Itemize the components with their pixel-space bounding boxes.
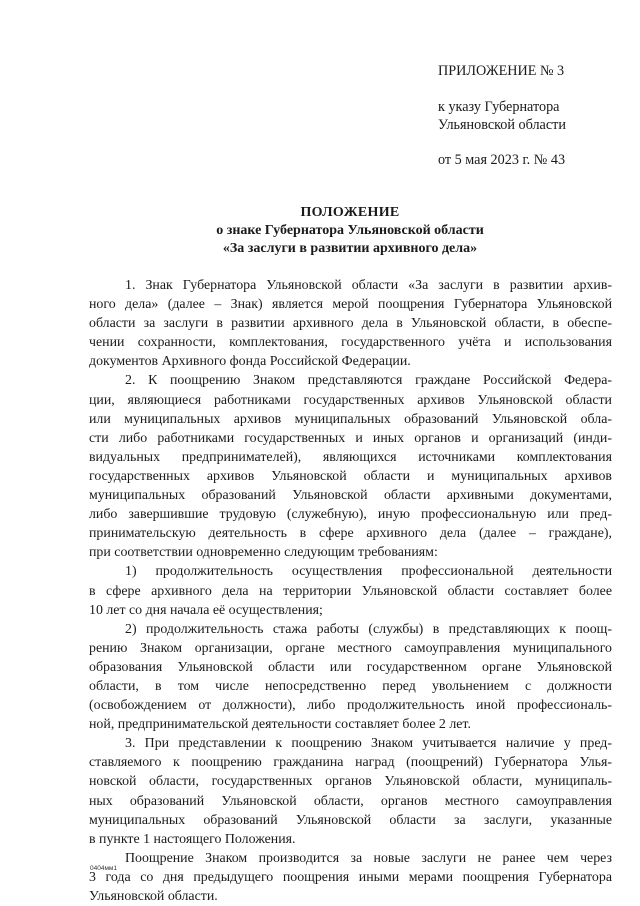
appendix-block — [438, 62, 566, 169]
paragraph-line: муниципальных образований Ульяновской области архивными документами, — [89, 488, 612, 504]
paragraph-line: при соответствии одновременно следующим требованиям: — [89, 545, 438, 561]
paragraph-line: 2) продолжительность стажа работы (службы) в представляющих к поощ- — [125, 621, 612, 637]
appendix-date: от 5 мая 2023 г. № 43 — [438, 152, 566, 168]
appendix-line-1: к указу Губернатора — [438, 99, 560, 115]
paragraph-2-item-1 — [89, 562, 612, 619]
paragraph-line: ной, предпринимательской деятельности составляет более 2 лет. — [89, 717, 471, 733]
paragraph-line: области за заслуги в развитии архивного дела в Ульяновской области, в обеспе- — [89, 316, 612, 332]
paragraph-line: области, в том числе непосредственно перед увольнением с должности — [89, 678, 612, 694]
paragraph-line: ного дела» (далее – Знак) является мерой поощрения Губернатора Ульяновской — [89, 297, 612, 313]
document-subtitle-1: о знаке Губернатора Ульяновской области — [216, 223, 484, 238]
document-title: ПОЛОЖЕНИЕ — [300, 205, 400, 220]
appendix-line-2: Ульяновской области — [438, 117, 566, 133]
paragraph-line: 1. Знак Губернатора Ульяновской области «За заслуги в развитии архив- — [125, 278, 612, 293]
paragraph-line: ставляемого к поощрению гражданина наград (поощрений) Губернатора Улья- — [89, 755, 612, 771]
paragraph-line: либо завершившие трудовую (служебную), иную профессиональную или пред- — [89, 507, 612, 523]
paragraph-line: ных образований Ульяновской области, органов местного самоуправления — [89, 793, 612, 809]
paragraph-line: 1) продолжительность осуществления профессиональной деятельности — [125, 564, 612, 580]
document-subtitle-2: «За заслуги в развитии архивного дела» — [222, 241, 478, 256]
paragraph-line: 3 года со дня предыдущего поощрения иными мерами поощрения Губернатора — [89, 869, 612, 885]
paragraph-line: сти либо работниками государственных и иных органов и организаций (инди- — [89, 430, 612, 446]
paragraph-line: в пункте 1 настоящего Положения. — [89, 831, 296, 847]
paragraph-2 — [89, 371, 612, 562]
paragraph-line: документов Архивного фонда Российской Федерации. — [89, 354, 411, 370]
paragraph-line: новской области, государственных органов Ульяновской области, муниципаль- — [89, 774, 612, 790]
paragraph-line: в сфере архивного дела на территории Ульяновской области составляет более — [89, 583, 612, 599]
paragraph-line: ции, являющиеся работниками государственных архивов Ульяновской области — [89, 392, 612, 408]
paragraph-line: рению Знаком организации, органе местного самоуправления муниципального — [89, 640, 612, 656]
document-heading — [90, 204, 610, 258]
paragraph-line: муниципальных образований Ульяновской области за заслуги, указанные — [89, 812, 612, 828]
paragraph-line: чении сохранности, комплектования, государственного учёта и использования — [89, 335, 612, 351]
paragraph-line: Поощрение Знаком производится за новые заслуги не ранее чем через — [125, 850, 612, 866]
paragraph-line: (освобождением от должности), либо продолжительность иной профессиональ- — [89, 698, 612, 714]
document-body — [89, 276, 612, 906]
paragraph-line: образования Ульяновской области или государственном органе Ульяновской — [89, 659, 612, 675]
paragraph-3 — [89, 734, 612, 849]
paragraph-line: 2. К поощрению Знаком представляются граждане Российской Федера- — [125, 373, 612, 389]
paragraph-line: принимательскую деятельность в сфере архивного дела (далее – граждане), — [89, 526, 612, 542]
footer-code: 0404мм1 — [90, 865, 118, 872]
paragraph-line: государственных архивов Ульяновской области и муниципальных архивов — [89, 468, 612, 484]
appendix-number: ПРИЛОЖЕНИЕ № 3 — [438, 63, 565, 79]
paragraph-line: 3. При представлении к поощрению Знаком учитывается наличие у пред- — [125, 736, 612, 752]
paragraph-line: или муниципальных архивов муниципальных образований Ульяновской обла- — [89, 411, 612, 427]
paragraph-4 — [89, 849, 612, 906]
paragraph-line: видуальных предпринимателей), являющихся источниками комплектования — [89, 449, 612, 465]
paragraph-1 — [89, 276, 612, 371]
paragraph-line: 10 лет со дня начала её осуществления; — [89, 602, 323, 618]
paragraph-line: Ульяновской области. — [89, 889, 218, 904]
paragraph-2-item-2 — [89, 620, 612, 735]
